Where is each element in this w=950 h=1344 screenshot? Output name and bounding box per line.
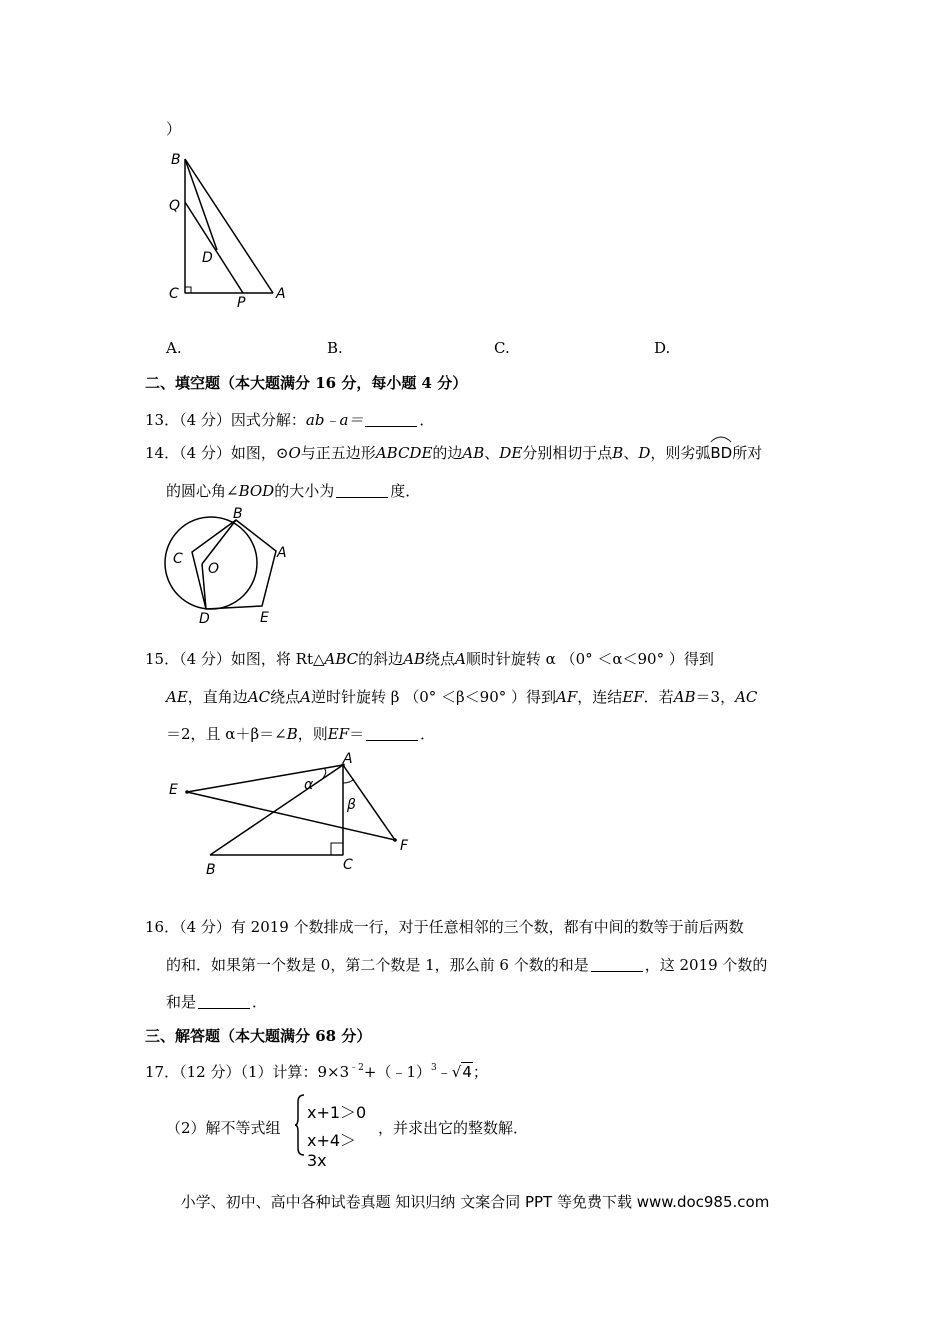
q14-arc-label: BD — [710, 444, 733, 462]
q15-ae: AE — [166, 688, 188, 706]
previous-question-tail: ） — [166, 120, 182, 138]
q17-part1-b: +（﹣1） — [363, 1063, 432, 1081]
q15-ef: EF — [622, 688, 644, 706]
fig12-label-d: D — [202, 250, 213, 266]
q16-score: （4 分） — [179, 918, 231, 936]
question-15-line2 — [166, 686, 757, 707]
q17-part1-end: ； — [472, 1063, 488, 1081]
fig14-label-e: E — [260, 610, 269, 626]
q13-tail: ． — [419, 411, 435, 429]
q14-text-f: 所对 — [732, 444, 763, 462]
q15-text-b: 的斜边 — [358, 650, 404, 668]
figure-q14 — [160, 505, 300, 630]
fig14-label-a: A — [277, 545, 287, 561]
q14-circle-o: O — [288, 444, 301, 462]
q14-point-b: B — [612, 444, 624, 462]
fig15-label-c: C — [343, 857, 353, 873]
q14-sep: 、 — [484, 444, 500, 462]
q14-arc-bd — [710, 444, 732, 462]
q15-text-l: ，则 — [297, 725, 328, 743]
q14-comma: 、 — [623, 444, 639, 462]
q17-exponent-2: 3 — [431, 1063, 437, 1073]
q14-score: （4 分） — [179, 444, 231, 462]
q14-text-g: 的圆心角∠ — [166, 482, 239, 500]
q16-text-c: ，这 2019 个数的 — [644, 956, 768, 974]
q13-score: （4 分） — [179, 411, 231, 429]
q17-exponent-1: ﹣2 — [349, 1063, 364, 1073]
fig15-label-beta: β — [347, 797, 356, 813]
q14-point-d: D — [638, 444, 651, 462]
option-b: B. — [327, 339, 343, 357]
figure-q12 — [160, 150, 300, 310]
q13-answer-blank[interactable] — [365, 425, 417, 427]
q14-text-d: 分别相切于点 — [522, 444, 613, 462]
q15-af: AF — [556, 688, 578, 706]
q15-point-a2: A — [300, 688, 311, 706]
q16-answer-blank-1[interactable] — [591, 970, 643, 972]
fig12-label-c: C — [169, 286, 179, 302]
inequality-1: x+1＞0 — [307, 1103, 367, 1122]
q13-number: 13． — [145, 411, 180, 429]
fig15-label-a: A — [343, 751, 353, 767]
question-17-part2-tail: ，并求出它的整数解． — [378, 1119, 529, 1137]
q15-text-m: ＝ — [349, 725, 365, 743]
q14-angle-bod: BOD — [238, 482, 275, 500]
q17-number: 17． — [145, 1063, 180, 1081]
q14-number: 14． — [145, 444, 180, 462]
option-c: C. — [494, 339, 510, 357]
q14-side-ab: AB — [462, 444, 485, 462]
q14-text-b: 与正五边形 — [300, 444, 376, 462]
q15-ac: AC — [247, 688, 271, 706]
fig12-label-a: A — [276, 286, 286, 302]
question-14-line1 — [145, 442, 762, 463]
q14-pentagon: ABCDE — [375, 444, 433, 462]
q15-score: （4 分） — [179, 650, 231, 668]
fig14-label-b: B — [233, 506, 243, 522]
brace-icon — [295, 1094, 305, 1156]
inequality-2: x+4＞3x — [307, 1131, 357, 1170]
question-16-line3 — [166, 991, 267, 1012]
q16-text-e: ． — [252, 993, 268, 1011]
q13-expression: ab﹣a＝ — [305, 411, 364, 429]
q15-side-ab: AB — [403, 650, 426, 668]
question-15-line1 — [145, 648, 714, 669]
q15-text-k: ＝2，且 α＋β＝∠ — [166, 725, 287, 743]
question-13 — [145, 409, 434, 430]
question-16-line2 — [166, 954, 767, 975]
question-14-line2 — [166, 480, 420, 501]
q14-text-c: 的边 — [432, 444, 463, 462]
q15-text-i: ．若 — [643, 688, 674, 706]
q15-text-g: 逆时针旋转 β （0° ＜β＜90° ）得到 — [310, 688, 557, 706]
q15-triangle-abc: ABC — [324, 650, 359, 668]
q15-answer-blank[interactable] — [366, 739, 418, 741]
fig12-label-p: P — [237, 295, 246, 311]
q15-text-a: 如图，将 Rt△ — [230, 650, 325, 668]
section-2-title: 二、填空题（本大题满分 16 分，每小题 4 分） — [145, 374, 468, 392]
q17-sqrt: √4 — [451, 1063, 472, 1081]
q17-part1-c: ﹣ — [436, 1063, 452, 1081]
q17-sqrt-value: 4 — [462, 1063, 472, 1081]
option-a: A. — [166, 339, 182, 357]
fig14-label-o: O — [208, 561, 220, 577]
fig15-label-e: E — [169, 782, 178, 798]
fig15-label-f: F — [400, 838, 409, 854]
q14-side-de: DE — [499, 444, 523, 462]
section-3-title: 三、解答题（本大题满分 68 分） — [145, 1027, 372, 1045]
question-15-line3 — [166, 723, 435, 744]
q15-ab2: AB — [673, 688, 696, 706]
option-d: D. — [654, 339, 671, 357]
q14-text-i: 度． — [390, 482, 421, 500]
fig15-label-alpha: α — [304, 777, 314, 793]
page-footer: 小学、初中、高中各种试卷真题 知识归纳 文案合同 PPT 等免费下载 www.doc985.com — [180, 1193, 770, 1211]
q15-text-c: 绕点 — [425, 650, 456, 668]
q14-answer-blank[interactable] — [336, 496, 388, 498]
q16-text-b: 的和．如果第一个数是 0，第二个数是 1，那么前 6 个数的和是 — [166, 956, 589, 974]
q15-text-h: ，连结 — [577, 688, 623, 706]
q16-number: 16． — [145, 918, 180, 936]
q15-text-e: ，直角边 — [187, 688, 248, 706]
fig15-label-b: B — [206, 862, 216, 878]
q13-text: 因式分解： — [230, 411, 306, 429]
q15-number: 15． — [145, 650, 180, 668]
q17-score: （12 分） — [179, 1063, 241, 1081]
inequality-system — [295, 1094, 375, 1170]
q15-text-j: ＝3， — [695, 688, 736, 706]
arc-mark — [710, 435, 732, 443]
question-16-line1 — [145, 916, 744, 937]
q17-part1-text: （1）计算：9×3 — [240, 1063, 350, 1081]
q14-text-h: 的大小为 — [274, 482, 335, 500]
q16-answer-blank-2[interactable] — [198, 1007, 250, 1009]
q15-ef3: EF — [327, 725, 350, 743]
q14-text-e: ，则劣弧 — [650, 444, 711, 462]
fig12-label-q: Q — [169, 198, 181, 214]
q14-text-a: 如图，⊙ — [230, 444, 289, 462]
q15-text-n: ． — [420, 725, 436, 743]
q15-ac2: AC — [735, 688, 758, 706]
fig14-label-d: D — [199, 611, 210, 627]
q15-text-f: 绕点 — [270, 688, 301, 706]
figure-q15 — [160, 752, 430, 882]
q16-text-a: 有 2019 个数排成一行，对于任意相邻的三个数，都有中间的数等于前后两数 — [230, 918, 744, 936]
fig14-label-c: C — [173, 551, 183, 567]
question-17-part2-label: （2）解不等式组 — [166, 1119, 281, 1137]
question-17-part1 — [145, 1060, 488, 1082]
q15-angle-b: B — [286, 725, 298, 743]
fig12-label-b: B — [171, 152, 181, 168]
q16-text-d: 和是 — [166, 993, 197, 1011]
q15-text-d: 顺时针旋转 α （0° ＜α＜90° ）得到 — [465, 650, 714, 668]
q15-point-a: A — [455, 650, 466, 668]
